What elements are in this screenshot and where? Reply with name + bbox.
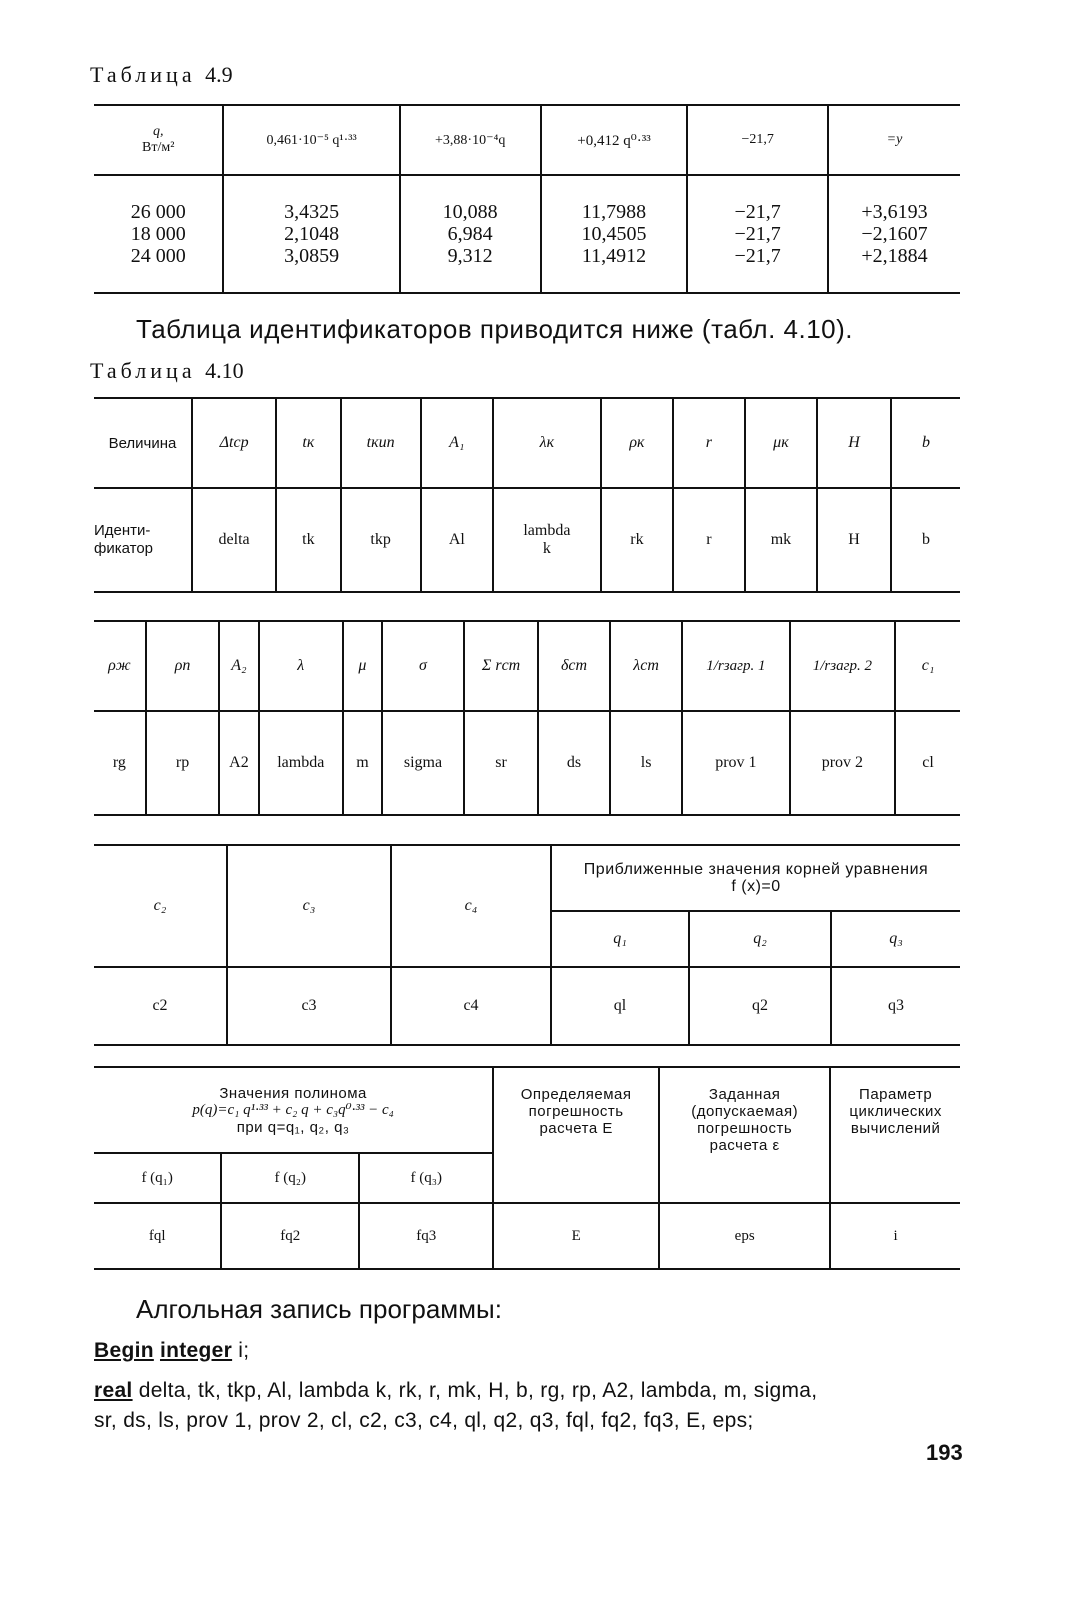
cell: 11,4912	[581, 245, 647, 267]
cell: 10,4505	[581, 223, 647, 245]
identifier-cell: cl	[895, 711, 960, 815]
table-4-9-caption	[90, 62, 233, 88]
cell: 11,7988	[581, 201, 647, 223]
identifier-cell: delta	[192, 488, 276, 592]
header-error-E: Определяемая погрешность расчета E	[493, 1067, 659, 1203]
symbol-cell: A₂	[219, 621, 258, 711]
symbol-cell: λ	[259, 621, 343, 711]
identifier-cell: c3	[227, 967, 391, 1045]
identifier-row	[94, 1203, 960, 1269]
cell: 9,312	[447, 245, 493, 267]
table-4-10-caption	[90, 358, 244, 384]
symbol-row	[94, 621, 960, 711]
identifier-cell: sr	[464, 711, 538, 815]
header-error-eps: Заданная (допускаемая) погрешность расчета ε	[659, 1067, 830, 1203]
identifier-cell: ql	[551, 967, 689, 1045]
identifier-cell: E	[493, 1203, 659, 1269]
identifier-cell: m	[343, 711, 382, 815]
symbol-cell: c₁	[895, 621, 960, 711]
cell: 6,984	[447, 223, 493, 245]
col-term-1	[223, 175, 399, 293]
row-label-identifier: Иденти- фикатор	[94, 488, 192, 592]
caption-word: Таблица	[90, 62, 196, 87]
header-q2: q₂	[689, 911, 831, 967]
cell: −21,7	[734, 245, 781, 267]
symbol-cell: δст	[538, 621, 610, 711]
caption-word: Таблица	[90, 358, 196, 383]
identifier-cell: c2	[94, 967, 227, 1045]
col-term-2	[400, 175, 541, 293]
identifier-cell: tk	[276, 488, 340, 592]
header-c2: c₂	[94, 845, 227, 967]
table-4-10-part-4	[94, 1066, 960, 1270]
header-q	[94, 105, 223, 175]
code-line-3: sr, ds, ls, prov 1, prov 2, cl, c2, c3, c4, ql, q2, q3, fql, fq2, fq3, E, eps;	[94, 1409, 754, 1432]
header-roots: Приближенные значения корней уравнения f (x)=0	[551, 845, 960, 911]
identifier-cell: prov 2	[790, 711, 896, 815]
symbol-row	[94, 398, 960, 488]
header-fq2: f (q₂)	[221, 1153, 359, 1203]
symbol-cell: μ	[343, 621, 382, 711]
polynomial-formula: p(q)=c₁ q¹·³³ + c₂ q + c₃q⁰·³³ − c₄	[192, 1101, 394, 1118]
cell: −21,7	[734, 201, 781, 223]
identifier-cell: i	[830, 1203, 960, 1269]
symbol-cell: σ	[382, 621, 464, 711]
identifier-cell: rg	[94, 711, 146, 815]
header-term-4: −21,7	[687, 105, 828, 175]
header-fq3: f (q₃)	[359, 1153, 493, 1203]
cell: 3,4325	[284, 201, 340, 223]
intro-sentence: Таблица идентификаторов приводится ниже (табл. 4.10).	[136, 314, 853, 344]
header-term-2: +3,88·10⁻⁴q	[400, 105, 541, 175]
identifier-cell: mk	[745, 488, 817, 592]
table-4-9-header-row	[94, 105, 960, 175]
identifier-cell: Al	[421, 488, 493, 592]
table-4-9	[94, 104, 960, 294]
identifier-cell: ds	[538, 711, 610, 815]
header-c4: c₄	[391, 845, 551, 967]
keyword-real: real	[94, 1379, 133, 1402]
identifier-cell: q2	[689, 967, 831, 1045]
identifier-cell: lambda k	[493, 488, 601, 592]
header-term-3: +0,412 q⁰·³³	[541, 105, 688, 175]
identifier-cell: lambda	[259, 711, 343, 815]
header-polynomial	[94, 1067, 493, 1153]
header-term-1: 0,461·10⁻⁵ q¹·³³	[223, 105, 399, 175]
caption-number: 4.9	[205, 62, 233, 87]
identifier-cell: fq2	[221, 1203, 359, 1269]
symbol-cell: tкип	[341, 398, 421, 488]
table-4-10-part-2	[94, 620, 960, 816]
col-result	[828, 175, 960, 293]
cell: +2,1884	[861, 245, 928, 267]
cell: 10,088	[442, 201, 498, 223]
code-text: delta, tk, tkp, Al, lambda k, rk, r, mk, H, b, rg, rp, A2, lambda, m, sigma,	[138, 1379, 818, 1402]
identifier-cell: q3	[831, 967, 960, 1045]
symbol-cell: H	[817, 398, 891, 488]
cell: −21,7	[734, 223, 781, 245]
col-q	[94, 175, 223, 293]
symbol-cell: Σ rст	[464, 621, 538, 711]
algol-title: Алгольная запись программы:	[136, 1294, 502, 1324]
identifier-cell: tkp	[341, 488, 421, 592]
symbol-cell: b	[891, 398, 960, 488]
caption-number: 4.10	[205, 358, 244, 383]
symbol-cell: 1/rзагр. 2	[790, 621, 896, 711]
header-row-1	[94, 1067, 960, 1153]
page-number: 193	[926, 1440, 963, 1465]
symbol-cell: 1/rзагр. 1	[682, 621, 789, 711]
row-label-quantity: Величина	[94, 398, 192, 488]
cell: 3,0859	[284, 245, 340, 267]
symbol-cell: ρп	[146, 621, 220, 711]
cell: +3,6193	[861, 201, 928, 223]
code-text: i;	[238, 1339, 250, 1362]
symbol-cell: μк	[745, 398, 817, 488]
table-4-9-body-row	[94, 175, 960, 293]
identifier-cell: fql	[94, 1203, 221, 1269]
identifier-cell: c4	[391, 967, 551, 1045]
table-4-10-part-1	[94, 397, 960, 593]
symbol-cell: A₁	[421, 398, 493, 488]
symbol-cell: ρк	[601, 398, 673, 488]
identifier-cell: r	[673, 488, 745, 592]
algol-code	[94, 1336, 974, 1436]
symbol-cell: r	[673, 398, 745, 488]
header-q3: q₃	[831, 911, 960, 967]
polynomial-condition: при q=q₁, q₂, q₃	[236, 1118, 350, 1136]
identifier-cell: eps	[659, 1203, 830, 1269]
symbol-cell: λст	[610, 621, 682, 711]
keyword-begin: Begin	[94, 1339, 154, 1362]
identifier-row	[94, 967, 960, 1045]
header-q-unit: Вт/м²	[142, 140, 175, 155]
identifier-row	[94, 711, 960, 815]
cell: 18 000	[130, 223, 186, 245]
col-term-4	[687, 175, 828, 293]
identifier-cell: prov 1	[682, 711, 789, 815]
header-q1: q₁	[551, 911, 689, 967]
header-row-1	[94, 845, 960, 911]
cell: 26 000	[130, 201, 186, 223]
identifier-cell: H	[817, 488, 891, 592]
header-fq1: f (q₁)	[94, 1153, 221, 1203]
header-result: =y	[828, 105, 960, 175]
keyword-integer: integer	[159, 1339, 233, 1362]
col-term-3	[541, 175, 688, 293]
code-line-2	[94, 1376, 974, 1406]
identifier-cell: rk	[601, 488, 673, 592]
symbol-cell: ρж	[94, 621, 146, 711]
identifier-row	[94, 488, 960, 592]
identifier-cell: b	[891, 488, 960, 592]
table-4-10-part-3	[94, 844, 960, 1046]
header-c3: c₃	[227, 845, 391, 967]
polynomial-title: Значения полинома	[219, 1084, 367, 1102]
header-cycle-param: Параметр циклических вычислений	[830, 1067, 960, 1203]
cell: −2,1607	[861, 223, 928, 245]
symbol-cell: λк	[493, 398, 601, 488]
symbol-cell: tк	[276, 398, 340, 488]
identifier-cell: fq3	[359, 1203, 493, 1269]
symbol-cell: Δtср	[192, 398, 276, 488]
identifier-cell: ls	[610, 711, 682, 815]
cell: 2,1048	[284, 223, 340, 245]
identifier-cell: A2	[219, 711, 258, 815]
code-line-1	[94, 1336, 974, 1366]
header-q-symbol: q,	[152, 124, 164, 139]
identifier-cell: sigma	[382, 711, 464, 815]
cell: 24 000	[130, 245, 186, 267]
identifier-cell: rp	[146, 711, 220, 815]
